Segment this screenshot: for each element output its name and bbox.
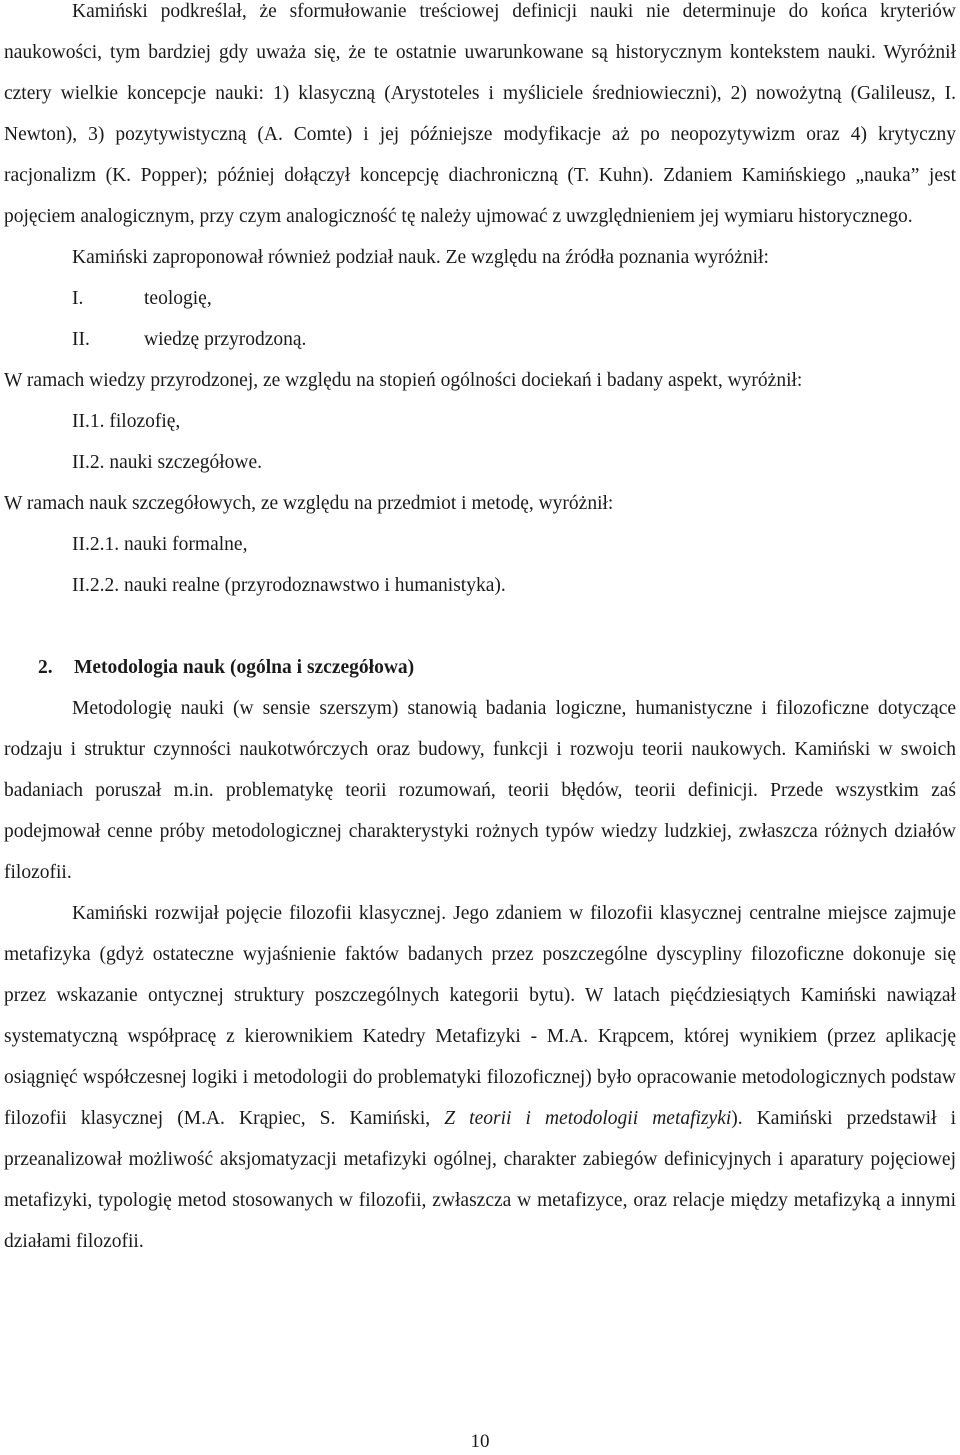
paragraph-division-of-sciences: Kamiński zaproponował również podział nauk. Ze względu na źródła poznania wyróżnił: (72, 247, 769, 268)
paragraph-text: Kamiński rozwijał pojęcie filozofii klasycznej. Jego zdaniem w filozofii klasycznej centralne miejsce zajmuje metafizyka (gdyż ostateczne wyjaśnienie faktów badanych przez poszczególne dyscypliny filozoficzne dokonuje się przez wskazanie ontycznej struktury poszczególnych kategorii bytu). W latach pięćdziesiątych Kamiński nawiązał systematyczną współpracę z kierownikiem Katedry Metafizyki - M.A. Krąpcem, której wynikiem (przez aplikację osiągnięć współczesnej logiki i metodologii do problematyki filozoficznej) było opracowanie metodologicznych podstaw filozofii klasycznej (M.A. Krąpiec, S. Kamiński, (4, 903, 956, 1129)
list-item-formal-sciences: II.2.1. nauki formalne, (72, 534, 248, 555)
page-number: 10 (470, 1431, 490, 1452)
list-item-detailed-sciences: II.2. nauki szczegółowe. (72, 452, 263, 473)
list-item-number: II. (72, 329, 90, 350)
list-item-text: wiedzę przyrodzoną. (144, 329, 307, 350)
list-item-number: I. (72, 288, 84, 309)
page-content (4, 0, 956, 1262)
list-item-real-sciences: II.2.2. nauki realne (przyrodoznawstwo i humanistyka). (72, 575, 506, 596)
paragraph-text: ). Kamiński przedstawił i przeanalizował możliwość aksjomatyzacji metafizyki ogólnej, charakter zabiegów definicyjnych i aparatury pojęciowej metafizyki, typologię metod stosowanych w filozofii, zwłaszcza w metafizyce, oraz relacje między metafizyką a innymi działami filozofii. (4, 1108, 956, 1252)
book-title: Z teorii i metodologii metafizyki (444, 1108, 732, 1129)
list-item-philosophy: II.1. filozofię, (72, 411, 181, 432)
paragraph-natural-knowledge-division: W ramach wiedzy przyrodzonej, ze względu na stopień ogólności dociekań i badany aspekt, wyróżnił: (4, 370, 803, 391)
section-title: Metodologia nauk (ogólna i szczegółowa) (74, 657, 415, 678)
paragraph-concepts-of-science: Kamiński podkreślał, że sformułowanie treściowej definicji nauki nie determinuje do końca kryteriów naukowości, tym bardziej gdy uważa się, że te ostatnie uwarunkowane są historycznym kontekstem nauki. Wyróżnił cztery wielkie koncepcje nauki: 1) klasyczną (Arystoteles i myśliciele średniowieczni), 2) nowożytną (Galileusz, I. Newton), 3) pozytywistyczną (A. Comte) i jej późniejsze modyfikacje aż po neopozytywizm oraz 4) krytyczny racjonalizm (K. Popper); później dołączył koncepcję diachroniczną (T. Kuhn). Zdaniem Kamińskiego „nauka” jest pojęciem analogicznym, przy czym analogiczność tę należy ujmować z uwzględnieniem jej wymiaru historycznego. (4, 1, 956, 227)
list-item-text: teologię, (144, 288, 212, 309)
paragraph-methodology-definition: Metodologię nauki (w sensie szerszym) stanowią badania logiczne, humanistyczne i filozoficzne dotyczące rodzaju i struktur czynności naukotwórczych oraz budowy, funkcji i rozwoju teorii naukowych. Kamiński w swoich badaniach poruszał m.in. problematykę teorii rozumowań, teorii błędów, teorii definicji. Przede wszystkim zaś podejmował cenne próby metodologicznej charakterystyki rożnych typów wiedzy ludzkiej, zwłaszcza różnych działów filozofii. (4, 698, 956, 883)
list-item-natural-knowledge (4, 319, 956, 360)
paragraph-detailed-sciences-division: W ramach nauk szczegółowych, ze względu na przedmiot i metodę, wyróżnił: (4, 493, 614, 514)
section-number: 2. (38, 657, 53, 678)
list-item-theology (4, 278, 956, 319)
section-heading (4, 647, 956, 688)
paragraph-classical-philosophy (4, 893, 956, 1262)
